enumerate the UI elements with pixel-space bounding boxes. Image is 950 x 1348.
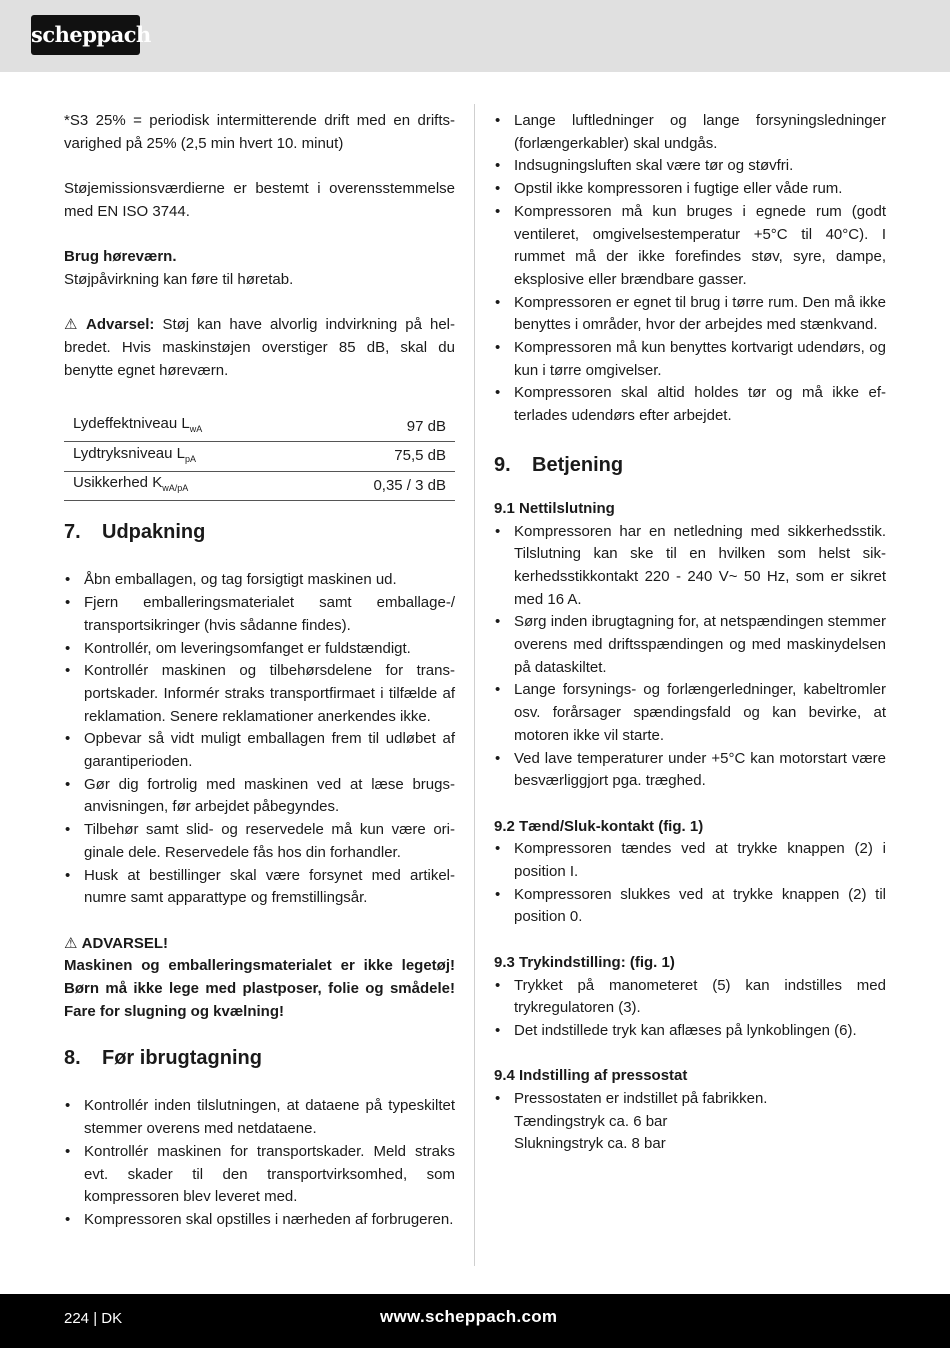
section-9-heading: 9. Betjening [494,453,624,476]
section-9-3-list [494,975,886,1043]
warning-text: Støj kan have alvorlig indvirkning på helbredet. Hvis maskinstøjen overstiger 85 dB, skal du benytte egnet høreværn. [64,316,455,379]
section-8-list [64,1095,455,1231]
list-item: • Fjern emballeringsmaterialet samt emballage-/ transportsikringer (hvis sådanne findes). [64,592,455,637]
list-item: • Kontrollér inden tilslutningen, at dataene på typeskiltet stemmer overens med netdataene. [64,1095,455,1140]
header-band [0,0,950,72]
list-item: • Trykket på manometeret (5) kan indstilles med trykregulatoren (3). [494,975,886,1020]
section-9-1-heading: 9.1 Nettilslutning [494,499,615,517]
hearing-protection-text: Støjpåvirkning kan føre til høretab. [64,270,294,288]
left-column [64,110,455,1232]
shutoff-pressure: Slukningstryk ca. 8 bar [514,1135,666,1153]
list-item: • Kompressoren har en netledning med sikkerhedsstik. Tilslutning kan ske til en hvilken som helst sikkerhedsstikkontakt 220 - 240 V~ 50 Hz, som er sikret med 16 A. [494,521,886,612]
list-item: • Kompressoren skal altid holdes tør og må ikke efterlades udendørs efter arbejdet. [494,382,886,427]
list-item: • Opstil ikke kompressoren i fugtige eller våde rum. [494,178,886,201]
warning-triangle-icon: ⚠ [64,934,78,952]
section-7-list [64,569,455,910]
website-url: www.scheppach.com [380,1307,558,1326]
list-item: • Kompressoren slukkes ved at trykke knappen (2) til position 0. [494,884,886,929]
list-item: • Gør dig fortrolig med maskinen ved at læse brugsanvisningen, før arbejdet påbegyndes. [64,774,455,819]
ignition-pressure: Tændingstryk ca. 6 bar [514,1112,668,1130]
spec-value: 75,5 dB [310,442,455,472]
section-9-2-list [494,838,886,929]
list-item: • Tilbehør samt slid- og reservedele må kun være originale dele. Reservedele fås hos din forhandler. [64,819,455,864]
list-item: • Kompressoren tændes ved at trykke knappen (2) i position I. [494,838,886,883]
table-row [64,442,455,472]
section-9-2-heading: 9.2 Tænd/Sluk-kontakt (fig. 1) [494,817,704,835]
scheppach-logo: scheppach [31,15,140,55]
section-9-4-list [494,1088,886,1156]
spec-value: 97 dB [310,412,455,442]
list-item: • Indsugningsluften skal være tør og støvfri. [494,155,886,178]
list-item: • Det indstillede tryk kan aflæses på lynkoblingen (6). [494,1020,886,1043]
list-item: • Pressostaten er indstillet på fabrikken. Tændingstryk ca. 6 bar Slukningstryk ca. 8 bar [494,1088,886,1156]
right-column [494,110,886,1156]
list-item: • Kompressoren må kun bruges i egnede rum (godt ventileret, omgivelsestemperatur +5°C til 40°C). I rummet må der ikke forefindes støv, syre, dampe, eksplosive eller brændbare gasser. [494,201,886,292]
section-9-4-heading: 9.4 Indstilling af pressostat [494,1067,688,1085]
warning-label: Advarsel: [86,316,155,334]
section-7-heading: 7. Udpakning [64,521,206,544]
table-row [64,412,455,442]
noise-standard-text: Støjemissionsværdierne er bestemt i overensstemmelse med EN ISO 3744. [64,180,455,220]
list-item: • Kontrollér, om leveringsomfanget er fuldstændigt. [64,638,455,661]
list-item: • Kompressoren er egnet til brug i tørre rum. Den må ikke benyttes i områder, hvor der arbejdes med stænkvand. [494,292,886,337]
page-number: 224 | DK [64,1310,123,1327]
list-item: • Lange forsynings- og forlængerledninger, kabeltromler osv. forårsager spændingsfald og kan bevirke, at motoren ikke vil starte. [494,679,886,747]
advarsel-text: Maskinen og emballeringsmaterialet er ikke legetøj! Børn må ikke lege med plastposer, folie og smådele! Fare for slugning og kvælning! [64,957,455,1020]
list-item: • Kontrollér maskinen for transportskader. Meld straks evt. skader til den transportvirksomhed, som kompressoren blev leveret med. [64,1141,455,1209]
section-9-3-heading: 9.3 Trykindstilling: (fig. 1) [494,953,675,971]
hearing-protection-title: Brug høreværn. [64,248,177,266]
spec-label: Lydtryksniveau $L_{pA}$ [64,442,310,472]
noise-warning [64,314,455,382]
list-item: • Åbn emballagen, og tag forsigtigt maskinen ud. [64,569,455,592]
s3-note: *S3 25% = periodisk intermitterende drift med en driftsvarighed på 25% (2,5 min hvert 10. minut) [64,112,455,152]
warning-triangle-icon: ⚠ [64,316,78,334]
list-item: • Husk at bestillinger skal være forsynet med artikelnumre samt apparattype og fremstillingsår. [64,865,455,910]
section-8-heading: 8. Før ibrugtagning [64,1047,262,1070]
list-item: • Opbevar så vidt muligt emballagen frem til udløbet af garantiperioden. [64,728,455,773]
noise-spec-table [64,412,455,501]
list-item: • Kompressoren skal opstilles i nærheden af forbrugeren. [64,1209,455,1232]
spec-label: Lydeffektniveau $L_{wA}$ [64,412,310,442]
footer-band [0,1294,950,1348]
table-row [64,471,455,501]
section-9-1-list [494,521,886,793]
advarsel-title: ⚠ ADVARSEL! [64,933,455,956]
spec-label: Usikkerhed $K_{wA/pA}$ [64,471,310,501]
spec-value: 0,35 / 3 dB [310,471,455,501]
list-item: • Sørg inden ibrugtagning for, at netspændingen stemmer overens med driftsspændingen og med maskinydelsen på dataskiltet. [494,611,886,679]
list-item: • Lange luftledninger og lange forsyningsledninger (forlængerkabler) skal undgås. [494,110,886,155]
column-divider [474,104,475,1266]
list-item: • Kompressoren må kun benyttes kortvarigt udendørs, og kun i tørre omgivelser. [494,337,886,382]
setup-requirements-list [494,110,886,428]
list-item: • Kontrollér maskinen og tilbehørsdelene for transportskader. Informér straks transportfirmaet i tilfælde af reklamation. Senere reklamationer anerkendes ikke. [64,660,455,728]
list-item: • Ved lave temperaturer under +5°C kan motorstart være besværliggjort pga. træghed. [494,748,886,793]
